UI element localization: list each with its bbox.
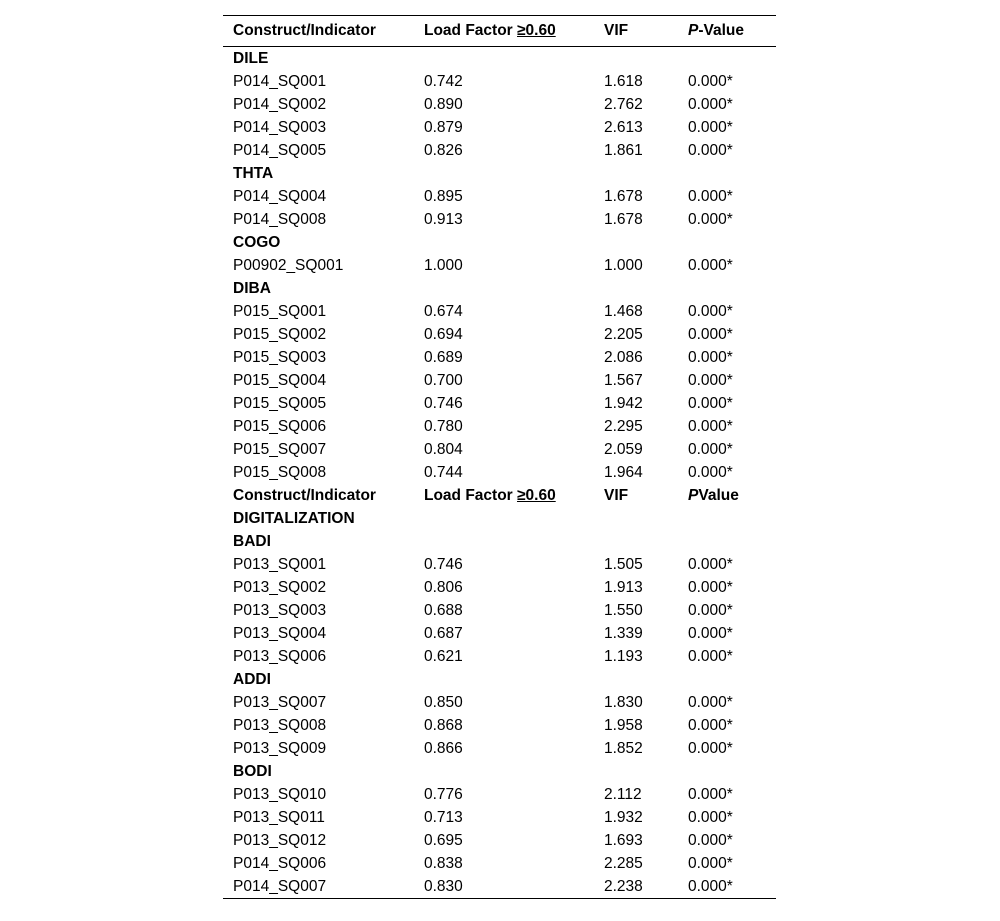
indicator-cell: P014_SQ007 xyxy=(233,878,327,895)
construct-group-row xyxy=(223,47,776,71)
p-value-cell: 0.000* xyxy=(688,257,733,274)
subheader-vif: VIF xyxy=(604,487,629,504)
vif-cell: 2.059 xyxy=(604,441,643,458)
p-value-cell: 0.000* xyxy=(688,96,733,113)
p-value-cell: 0.000* xyxy=(688,717,733,734)
header-row xyxy=(223,16,776,47)
p-value-cell: 0.000* xyxy=(688,349,733,366)
table-row xyxy=(223,323,776,346)
table-row xyxy=(223,185,776,208)
construct-group-row xyxy=(223,530,776,553)
vif-cell: 1.861 xyxy=(604,142,643,159)
table-body xyxy=(223,47,776,899)
vif-cell: 1.678 xyxy=(604,188,643,205)
load-factor-cell: 0.713 xyxy=(424,809,463,826)
table-row xyxy=(223,829,776,852)
vif-cell: 1.505 xyxy=(604,556,643,573)
p-value-cell: 0.000* xyxy=(688,556,733,573)
subheader-load-factor-threshold: ≥0.60 xyxy=(517,487,556,504)
table-row xyxy=(223,875,776,899)
load-factor-cell: 0.688 xyxy=(424,602,463,619)
vif-cell: 2.762 xyxy=(604,96,643,113)
load-factor-cell: 0.694 xyxy=(424,326,463,343)
table-row xyxy=(223,208,776,231)
table-row xyxy=(223,576,776,599)
indicator-cell: P013_SQ003 xyxy=(233,602,327,619)
indicator-cell: P015_SQ008 xyxy=(233,464,327,481)
indicator-cell: P015_SQ001 xyxy=(233,303,327,320)
load-factor-cell: 0.838 xyxy=(424,855,463,872)
indicator-cell: P013_SQ002 xyxy=(233,579,327,596)
load-factor-cell: 0.890 xyxy=(424,96,463,113)
header-p-value xyxy=(678,16,776,47)
vif-cell: 1.567 xyxy=(604,372,643,389)
construct-group-row xyxy=(223,162,776,185)
indicator-cell: P013_SQ006 xyxy=(233,648,327,665)
indicator-cell: P015_SQ005 xyxy=(233,395,327,412)
subheader-p-value xyxy=(678,484,776,507)
load-factor-cell: 0.806 xyxy=(424,579,463,596)
indicator-cell: P014_SQ001 xyxy=(233,73,327,90)
vif-cell: 1.678 xyxy=(604,211,643,228)
vif-cell: 2.112 xyxy=(604,786,642,803)
construct-group-row xyxy=(223,668,776,691)
construct-group-label: ADDI xyxy=(233,671,271,688)
load-factor-cell: 0.830 xyxy=(424,878,463,895)
load-factor-cell: 0.744 xyxy=(424,464,463,481)
construct-group-row xyxy=(223,760,776,783)
p-value-cell: 0.000* xyxy=(688,740,733,757)
indicator-cell: P014_SQ002 xyxy=(233,96,327,113)
load-factor-cell: 0.776 xyxy=(424,786,463,803)
p-value-cell: 0.000* xyxy=(688,418,733,435)
table-row xyxy=(223,415,776,438)
p-value-cell: 0.000* xyxy=(688,211,733,228)
indicator-cell: P00902_SQ001 xyxy=(233,257,344,274)
load-factor-cell: 0.780 xyxy=(424,418,463,435)
construct-group-row xyxy=(223,231,776,254)
load-factor-cell: 0.674 xyxy=(424,303,463,320)
indicator-cell: P013_SQ009 xyxy=(233,740,327,757)
header-load-factor-threshold: ≥0.60 xyxy=(517,22,556,39)
load-factor-cell: 0.804 xyxy=(424,441,463,458)
load-factor-cell: 0.850 xyxy=(424,694,463,711)
p-value-cell: 0.000* xyxy=(688,303,733,320)
construct-group-label: COGO xyxy=(233,234,281,251)
load-factor-cell: 0.866 xyxy=(424,740,463,757)
table-row xyxy=(223,116,776,139)
p-value-cell: 0.000* xyxy=(688,73,733,90)
indicator-cell: P014_SQ005 xyxy=(233,142,327,159)
indicator-cell: P014_SQ008 xyxy=(233,211,327,228)
table-row xyxy=(223,622,776,645)
indicator-cell: P015_SQ006 xyxy=(233,418,327,435)
construct-group-label: BODI xyxy=(233,763,272,780)
subheader-load-factor-label: Load Factor xyxy=(424,487,518,504)
p-value-cell: 0.000* xyxy=(688,855,733,872)
indicator-cell: P013_SQ010 xyxy=(233,786,327,803)
indicator-cell: P015_SQ004 xyxy=(233,372,327,389)
table-header xyxy=(223,16,776,47)
construct-group-row xyxy=(223,507,776,530)
indicator-cell: P015_SQ003 xyxy=(233,349,327,366)
construct-group-label: DILE xyxy=(233,50,269,67)
p-value-cell: 0.000* xyxy=(688,395,733,412)
loadings-table-container xyxy=(223,15,776,899)
construct-group-row xyxy=(223,277,776,300)
vif-cell: 2.285 xyxy=(604,855,643,872)
header-p-italic: P xyxy=(688,22,699,39)
vif-cell: 2.295 xyxy=(604,418,643,435)
repeated-header-row xyxy=(223,484,776,507)
header-load-factor xyxy=(414,16,594,47)
table-row xyxy=(223,783,776,806)
header-p-suffix: -Value xyxy=(698,22,745,39)
load-factor-cell: 0.826 xyxy=(424,142,463,159)
vif-cell: 2.086 xyxy=(604,349,643,366)
header-load-factor-label: Load Factor xyxy=(424,22,518,39)
p-value-cell: 0.000* xyxy=(688,832,733,849)
table-row xyxy=(223,714,776,737)
p-value-cell: 0.000* xyxy=(688,602,733,619)
vif-cell: 1.958 xyxy=(604,717,643,734)
indicator-cell: P013_SQ001 xyxy=(233,556,327,573)
vif-cell: 1.932 xyxy=(604,809,643,826)
vif-cell: 1.618 xyxy=(604,73,643,90)
subheader-load-factor xyxy=(414,484,594,507)
p-value-cell: 0.000* xyxy=(688,809,733,826)
load-factor-cell: 0.621 xyxy=(424,648,463,665)
header-vif: VIF xyxy=(604,22,629,39)
p-value-cell: 0.000* xyxy=(688,188,733,205)
vif-cell: 1.339 xyxy=(604,625,643,642)
p-value-cell: 0.000* xyxy=(688,579,733,596)
subheader-p-suffix: Value xyxy=(698,487,739,504)
p-value-cell: 0.000* xyxy=(688,119,733,136)
table-row xyxy=(223,139,776,162)
indicator-cell: P013_SQ007 xyxy=(233,694,327,711)
vif-cell: 1.913 xyxy=(604,579,643,596)
p-value-cell: 0.000* xyxy=(688,372,733,389)
construct-group-label: BADI xyxy=(233,533,271,550)
vif-cell: 1.964 xyxy=(604,464,643,481)
table-row xyxy=(223,369,776,392)
p-value-cell: 0.000* xyxy=(688,142,733,159)
table-row xyxy=(223,254,776,277)
load-factor-cell: 0.689 xyxy=(424,349,463,366)
load-factor-cell: 0.687 xyxy=(424,625,463,642)
vif-cell: 2.238 xyxy=(604,878,643,895)
p-value-cell: 0.000* xyxy=(688,464,733,481)
indicator-cell: P014_SQ006 xyxy=(233,855,327,872)
indicator-cell: P013_SQ012 xyxy=(233,832,327,849)
vif-cell: 1.693 xyxy=(604,832,643,849)
table-row xyxy=(223,553,776,576)
load-factor-cell: 0.695 xyxy=(424,832,463,849)
subheader-construct: Construct/Indicator xyxy=(233,487,376,504)
loadings-table xyxy=(223,15,776,899)
p-value-cell: 0.000* xyxy=(688,878,733,895)
indicator-cell: P015_SQ007 xyxy=(233,441,327,458)
p-value-cell: 0.000* xyxy=(688,326,733,343)
table-row xyxy=(223,691,776,714)
load-factor-cell: 0.746 xyxy=(424,395,463,412)
vif-cell: 2.205 xyxy=(604,326,643,343)
p-value-cell: 0.000* xyxy=(688,648,733,665)
load-factor-cell: 0.868 xyxy=(424,717,463,734)
vif-cell: 1.193 xyxy=(604,648,643,665)
vif-cell: 1.830 xyxy=(604,694,643,711)
table-row xyxy=(223,438,776,461)
p-value-cell: 0.000* xyxy=(688,441,733,458)
load-factor-cell: 0.700 xyxy=(424,372,463,389)
table-row xyxy=(223,346,776,369)
load-factor-cell: 1.000 xyxy=(424,257,463,274)
load-factor-cell: 0.913 xyxy=(424,211,463,228)
indicator-cell: P015_SQ002 xyxy=(233,326,327,343)
vif-cell: 1.000 xyxy=(604,257,643,274)
table-row xyxy=(223,300,776,323)
construct-group-label: DIBA xyxy=(233,280,271,297)
vif-cell: 1.468 xyxy=(604,303,643,320)
table-row xyxy=(223,461,776,484)
vif-cell: 1.852 xyxy=(604,740,643,757)
indicator-cell: P013_SQ011 xyxy=(233,809,325,826)
construct-group-label: THTA xyxy=(233,165,274,182)
construct-group-label: DIGITALIZATION xyxy=(233,510,355,527)
subheader-p-italic: P xyxy=(688,487,699,504)
table-row xyxy=(223,93,776,116)
p-value-cell: 0.000* xyxy=(688,786,733,803)
load-factor-cell: 0.742 xyxy=(424,73,463,90)
load-factor-cell: 0.879 xyxy=(424,119,463,136)
table-row xyxy=(223,806,776,829)
header-construct: Construct/Indicator xyxy=(233,22,376,39)
vif-cell: 1.550 xyxy=(604,602,643,619)
vif-cell: 1.942 xyxy=(604,395,643,412)
indicator-cell: P014_SQ004 xyxy=(233,188,327,205)
p-value-cell: 0.000* xyxy=(688,694,733,711)
table-row xyxy=(223,852,776,875)
vif-cell: 2.613 xyxy=(604,119,643,136)
p-value-cell: 0.000* xyxy=(688,625,733,642)
table-row xyxy=(223,70,776,93)
table-row xyxy=(223,737,776,760)
load-factor-cell: 0.895 xyxy=(424,188,463,205)
table-row xyxy=(223,645,776,668)
table-row xyxy=(223,599,776,622)
indicator-cell: P014_SQ003 xyxy=(233,119,327,136)
indicator-cell: P013_SQ004 xyxy=(233,625,327,642)
table-row xyxy=(223,392,776,415)
load-factor-cell: 0.746 xyxy=(424,556,463,573)
indicator-cell: P013_SQ008 xyxy=(233,717,327,734)
